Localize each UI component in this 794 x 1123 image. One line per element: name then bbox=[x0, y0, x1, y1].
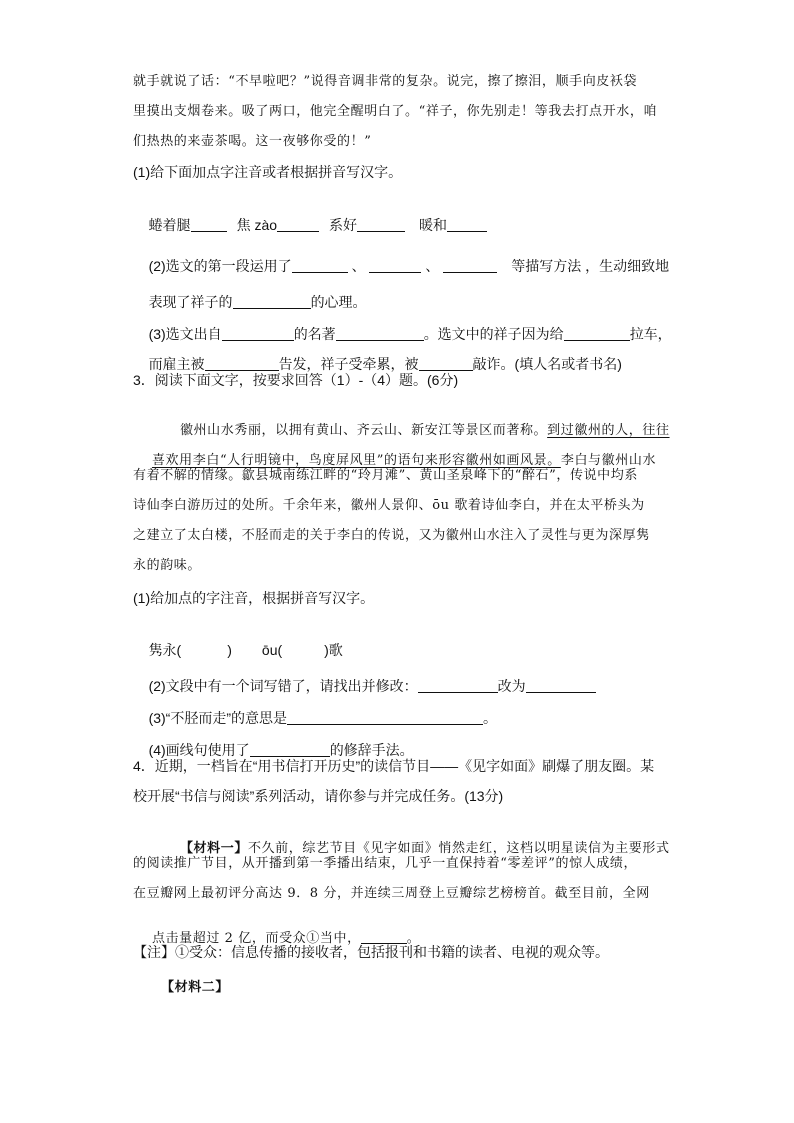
question-text: (2)文段中有一个词写错了，请找出并修改： bbox=[148, 678, 418, 694]
question-text: 等描写方法 ，生动细致地 bbox=[511, 258, 670, 274]
answer-blank[interactable] bbox=[447, 217, 487, 232]
answer-blank[interactable] bbox=[250, 742, 330, 757]
passage-text: 徽州山水秀丽，以拥有黄山、齐云山、新安江等景区而著称。 bbox=[179, 423, 548, 438]
answer-blank[interactable] bbox=[277, 217, 319, 232]
underlined-sentence: 喜欢用李白“人行明镜中，鸟度屏风里”的语句来形容徽州如画风景。 bbox=[151, 453, 561, 468]
question-text: (3)“不胫而走”的意思是 bbox=[148, 710, 287, 726]
question-text: 改为 bbox=[497, 678, 526, 694]
material-text: 点击量超过 2 亿，而受众①当中， bbox=[151, 931, 361, 946]
passage-line: 里摸出支烟卷来。吸了两口，他完全醒明白了。“祥子，你先别走！等我去打点开水，咱 bbox=[133, 104, 658, 119]
item-text: )歌 bbox=[324, 642, 343, 658]
material-label: 【材料一】 bbox=[179, 841, 248, 856]
passage-line: 诗仙李白游历过的处所。千余年来，徽州人景仰、ōu 歌着诗仙李白，并在太平桥头为 bbox=[133, 498, 645, 513]
answer-blank[interactable] bbox=[419, 356, 473, 371]
question-text: 的名著 bbox=[293, 326, 336, 342]
question-text: 而雇主被 bbox=[148, 356, 205, 372]
item-text: 蜷着腿 bbox=[148, 217, 191, 233]
answer-blank[interactable] bbox=[287, 710, 483, 725]
answer-blank[interactable] bbox=[369, 258, 421, 273]
question-3-title: 3．阅读下面文字，按要求回答（1）-（4）题。(6分) bbox=[133, 372, 459, 388]
material-line: 的阅读推广节目，从开播到第一季播出结束，几乎一直保持着“零差评”的惊人成绩， bbox=[133, 856, 638, 871]
item-text: 隽永( bbox=[148, 642, 182, 658]
question-4-title-cont: 校开展“书信与阅读”系列活动，请你参与并完成任务。(13分) bbox=[133, 788, 504, 804]
item-text: ōu( bbox=[261, 642, 283, 658]
separator: 、 bbox=[425, 258, 440, 274]
item-text: 暖和 bbox=[419, 217, 448, 233]
material-text: 不久前，综艺节目《见字如面》悄然走红，这档以明星读信为主要形式 bbox=[247, 841, 670, 856]
separator: 、 bbox=[351, 258, 366, 274]
question-text: 。 bbox=[483, 710, 497, 726]
item-text: 系好 bbox=[329, 217, 358, 233]
passage-line: 之建立了太白楼，不胫而走的关于李白的传说，又为徽州山水注入了灵性与更为深厚隽 bbox=[133, 528, 650, 543]
item-text: 焦 zào bbox=[236, 217, 278, 233]
question-2-1: (1)给下面加点字注音或者根据拼音写汉字。 bbox=[133, 164, 403, 180]
passage-line: 就手就说了话：“不早啦吧？”说得音调非常的复杂。说完，擦了擦泪，顺手向皮袄袋 bbox=[133, 74, 638, 89]
answer-blank[interactable] bbox=[205, 356, 279, 371]
note-line: 【注】①受众：信息传播的接收者，包括报刊和书籍的读者、电视的观众等。 bbox=[133, 944, 609, 960]
answer-blank[interactable] bbox=[526, 678, 596, 693]
question-text: (2)选文的第一段运用了 bbox=[148, 258, 292, 274]
question-3-1: (1)给加点的字注音，根据拼音写汉字。 bbox=[133, 590, 375, 606]
answer-blank[interactable] bbox=[233, 294, 311, 309]
item-text: ) bbox=[227, 642, 232, 658]
material-text: 。 bbox=[406, 931, 421, 946]
answer-blank[interactable] bbox=[292, 258, 348, 273]
answer-blank[interactable] bbox=[191, 217, 227, 232]
question-text: 敲诈。(填人名或者书名) bbox=[472, 356, 622, 372]
material-line: 在豆瓣网上最初评分高达 9．8 分，并连续三周登上豆瓣综艺榜榜首。截至目前，全网 bbox=[133, 886, 650, 901]
question-4-title: 4．近期，一档旨在“用书信打开历史”的读信节目——《见字如面》刷爆了朋友圈。某 bbox=[133, 758, 655, 774]
question-text: 告发，祥子受牵累，被 bbox=[278, 356, 419, 372]
passage-line: 永的韵味。 bbox=[133, 558, 202, 573]
question-text: 。选文中的祥子因为给 bbox=[423, 326, 564, 342]
passage-line: 有着不解的情缘。歙县城南练江畔的“玲月滩”、黄山圣泉峰下的“醉石”，传说中均系 bbox=[133, 468, 638, 483]
passage-text: 李白与徽州山水 bbox=[560, 453, 657, 468]
answer-blank[interactable] bbox=[418, 678, 498, 693]
question-text: (4)画线句使用了 bbox=[148, 742, 250, 758]
question-text: 拉车， bbox=[629, 326, 672, 342]
question-text: (3)选文出自 bbox=[148, 326, 222, 342]
underlined-sentence: 到过徽州的人，往往 bbox=[547, 423, 670, 438]
question-text: 的修辞手法。 bbox=[329, 742, 414, 758]
answer-blank[interactable] bbox=[443, 258, 497, 273]
passage-line: 们热热的来壶茶喝。这一夜够你受的！” bbox=[133, 134, 372, 149]
question-text: 表现了祥子的 bbox=[148, 294, 233, 310]
question-text: 的心理。 bbox=[310, 294, 367, 310]
answer-blank[interactable] bbox=[357, 217, 405, 232]
material-2-label: 【材料二】 bbox=[161, 980, 230, 995]
